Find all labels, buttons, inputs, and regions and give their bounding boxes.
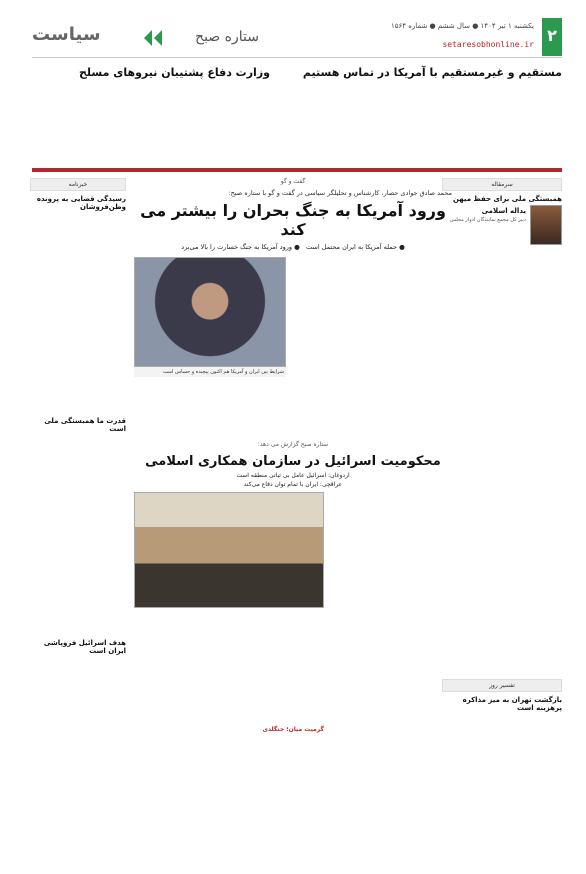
interview-headline: ورود آمریکا به جنگ بحران را بیشتر می کند	[140, 201, 446, 239]
report-subhead-2: عراقچی: ایران با تمام توان دفاع می‌کند	[243, 481, 343, 488]
brief-body-1	[30, 213, 126, 413]
news-briefs-column	[30, 178, 126, 866]
author-photo	[530, 205, 562, 245]
top-left-story	[32, 66, 270, 162]
top-right-story	[278, 66, 562, 162]
brief-body-3	[30, 657, 126, 817]
report-text	[330, 492, 452, 763]
report-photo-block	[134, 492, 324, 763]
main-stories	[134, 178, 452, 866]
analysis-body	[442, 714, 562, 864]
page-header	[32, 18, 562, 58]
interview-kicker: گفت و گو	[280, 178, 306, 185]
section-title: سیاست	[32, 24, 101, 45]
divider-bar	[32, 168, 562, 172]
interview-text-body	[292, 257, 452, 437]
report-body	[134, 492, 452, 763]
site-url: setaresobhonline.ir	[442, 40, 534, 49]
section-arrows-icon	[140, 30, 166, 46]
report-box-body	[134, 733, 324, 763]
editorial-author	[442, 205, 562, 245]
date-line: یکشنبه ۱ تیر ۱۴۰۴ ● سال ششم ● شماره ۱۵۶۴	[390, 22, 534, 30]
author-name: یداله اسلامی	[481, 207, 526, 215]
interview-photo-block	[134, 257, 286, 437]
interview-author-line: محمد صادق جوادی حصار، کارشناس و تحلیلگر سیاسی در گفت و گو با ستاره صبح:	[228, 189, 452, 197]
interview-body	[134, 257, 452, 437]
author-role: دبیر کل مجمع نمایندگان ادوار مجلس	[449, 217, 526, 223]
report-kicker: ستاره صبح گزارش می دهد:	[257, 441, 329, 448]
meeting-photo	[134, 492, 324, 608]
page-number: ۲	[542, 18, 562, 56]
brief-body-2	[30, 435, 126, 635]
briefs-tag: خبرنامه	[30, 178, 126, 191]
interview-subheads: ● حمله آمریکا به ایران محتمل است ● ورود آمریکا به جنگ خسارت را بالا می‌برد	[181, 243, 405, 251]
interview-caption: شرایط بین ایران و آمریکا هم اکنون پیچیده و حساس است	[134, 367, 286, 377]
interview-text-body-2	[134, 377, 286, 431]
top-right-body	[278, 83, 562, 159]
top-left-body	[32, 83, 270, 159]
editorial-tag: سرمقاله	[442, 178, 562, 191]
brief-title-3: هدف اسرائیل فروپاشی ایران است	[43, 639, 126, 655]
brief-title-1: رسیدگی قضایی به پرونده وطن‌فروشان	[36, 195, 126, 211]
analysis-title: بازگشت تهران به میز مذاکره پرهزینه است	[462, 696, 562, 712]
report-box-head: گرمیت میان؛ جنگلدی	[262, 726, 324, 733]
editorial-title: همبستگی ملی برای حفظ میهن	[452, 195, 562, 203]
interview-photo	[134, 257, 286, 367]
top-stories	[32, 66, 562, 162]
report-text-body	[330, 492, 452, 762]
analysis-tag: تفسیر روز	[442, 679, 562, 692]
newspaper-logo: ستاره صبح	[195, 29, 259, 45]
report-subhead-1: اردوغان: اسرائیل عامل بی ثباتی منطقه است	[236, 472, 350, 479]
report-text-body-2	[134, 612, 324, 722]
report-headline: محکومیت اسرائیل در سازمان همکاری اسلامی	[145, 454, 441, 469]
top-right-headline: مستقیم و غیرمستقیم با آمریکا در تماس هستیم	[302, 66, 562, 79]
interview-text	[292, 257, 452, 437]
top-left-headline: وزارت دفاع پشتیبان نیروهای مسلح	[78, 66, 270, 79]
editorial-column	[442, 178, 562, 866]
editorial-body	[442, 251, 562, 671]
brief-title-2: قدرت ما همبستگی ملی است	[44, 417, 126, 433]
